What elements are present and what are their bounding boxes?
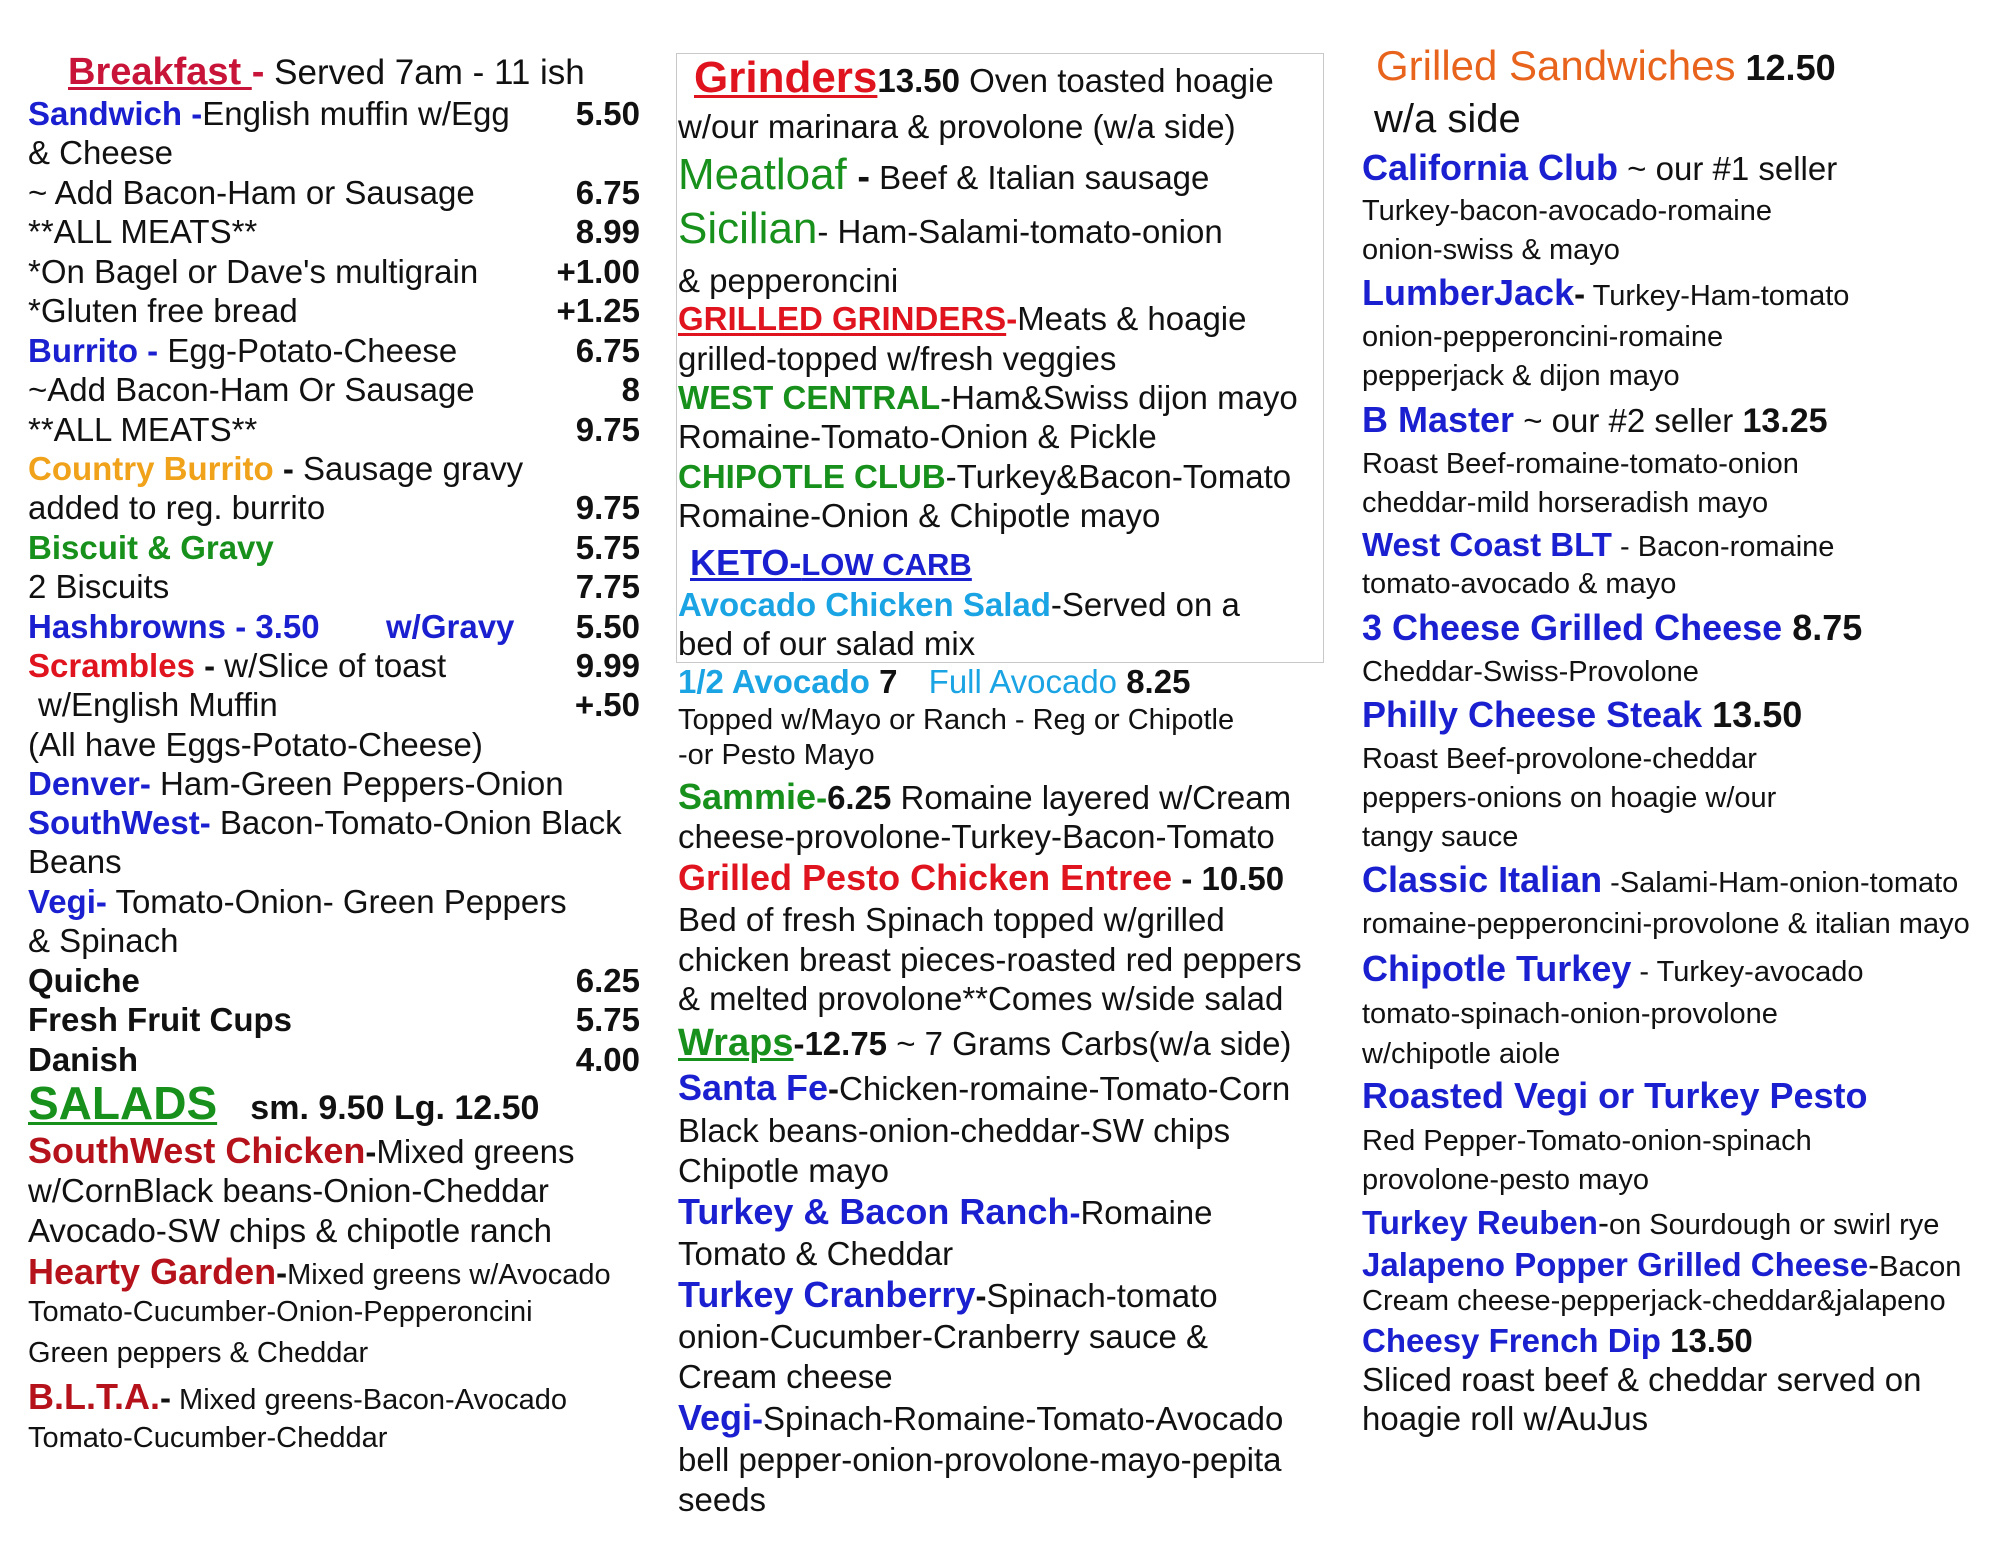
item-desc: onion-swiss & mayo (1362, 234, 1620, 266)
item-desc: & melted provolone**Comes w/side salad (678, 980, 1284, 1017)
item-desc: w/our marinara & provolone (w/a side) (678, 108, 1236, 145)
price: 5.75 (575, 529, 640, 566)
menu-item-grilled-grinders: GRILLED GRINDERS-Meats & hoagie (678, 300, 1247, 337)
item-desc: seeds (678, 1481, 767, 1518)
menu-option-two-biscuits: 2 Biscuits 7.75 (28, 568, 640, 605)
item-desc: Roast Beef-romaine-tomato-onion (1362, 448, 1799, 480)
menu-item-pesto-chicken-entree: Grilled Pesto Chicken Entree - 10.50 (678, 857, 1285, 898)
item-desc: bed of our salad mix (678, 625, 976, 662)
menu-item-turkey-reuben: Turkey Reuben-on Sourdough or swirl rye (1362, 1204, 1940, 1241)
item-desc: Romaine-Onion & Chipotle mayo (678, 497, 1161, 534)
price: 8.99 (575, 213, 640, 250)
item-desc: chicken breast pieces-roasted red peppers (678, 941, 1302, 978)
menu-item-blta: B.L.T.A.- Mixed greens-Bacon-Avocado (28, 1376, 568, 1417)
menu-item-hearty-garden: Hearty Garden-Mixed greens w/Avocado (28, 1251, 611, 1292)
item-desc: w/chipotle aiole (1362, 1038, 1561, 1070)
menu-item-burrito: Burrito - Egg-Potato-Cheese 6.75 (28, 332, 640, 369)
item-desc: added to reg. burrito 9.75 (28, 489, 640, 526)
price: 7.75 (575, 568, 640, 605)
item-desc: romaine-pepperoncini-provolone & italian mayo (1362, 908, 1970, 940)
item-desc: & pepperoncini (678, 262, 899, 299)
price: 5.75 (575, 1001, 640, 1038)
price: 9.75 (575, 489, 640, 526)
menu-item-southwest-chicken: SouthWest Chicken-Mixed greens (28, 1130, 575, 1171)
menu-item-lumberjack: LumberJack- Turkey-Ham-tomato (1362, 272, 1850, 313)
item-desc: peppers-onions on hoagie w/our (1362, 782, 1777, 814)
grinders-header: Grinders13.50 Oven toasted hoagie (694, 53, 1274, 102)
menu-item-west-coast-blt: West Coast BLT - Bacon-romaine (1362, 526, 1835, 563)
item-desc: (All have Eggs-Potato-Cheese) (28, 726, 483, 763)
menu-item-danish: Danish 4.00 (28, 1041, 640, 1078)
price: 8 (621, 371, 640, 408)
menu-item-b-master: B Master ~ our #2 seller 13.25 (1362, 399, 1828, 440)
breakfast-header: Breakfast - Served 7am - 11 ish (68, 51, 585, 93)
item-desc: tangy sauce (1362, 821, 1519, 853)
menu-item-chipotle-turkey: Chipotle Turkey - Turkey-avocado (1362, 948, 1864, 989)
menu-item-chipotle-club: CHIPOTLE CLUB-Turkey&Bacon-Tomato (678, 458, 1292, 495)
price: 6.25 (575, 962, 640, 999)
keto-title: KETO- (690, 542, 802, 583)
menu-item-biscuit-gravy: Biscuit & Gravy 5.75 (28, 529, 640, 566)
item-desc: w/CornBlack beans-Onion-Cheddar (28, 1172, 549, 1209)
item-desc: Beans (28, 843, 122, 880)
item-desc: cheddar-mild horseradish mayo (1362, 487, 1769, 519)
item-desc: w/a side (1374, 97, 1521, 141)
item-desc: tomato-spinach-onion-provolone (1362, 998, 1778, 1030)
salads-header (28, 1077, 540, 1129)
menu-item-turkey-bacon-ranch: Turkey & Bacon Ranch-Romaine (678, 1191, 1213, 1232)
item-desc: Tomato & Cheddar (678, 1235, 954, 1272)
item-desc: -or Pesto Mayo (678, 739, 875, 771)
menu-item-avocado: 1/2 Avocado 7 Full Avocado 8.25 (678, 663, 1191, 700)
menu-item-california-club: California Club ~ our #1 seller (1362, 147, 1838, 188)
menu-option-bagel: *On Bagel or Dave's multigrain +1.00 (28, 253, 640, 290)
grilled-sandwiches-title: Grilled Sandwiches (1376, 42, 1736, 89)
wraps-title: Wraps (678, 1022, 794, 1064)
menu-item-quiche: Quiche 6.25 (28, 962, 640, 999)
item-desc: & Cheese (28, 134, 173, 171)
menu-item-sicilian: Sicilian- Ham-Salami-tomato-onion (678, 204, 1223, 253)
item-desc: Avocado-SW chips & chipotle ranch (28, 1212, 552, 1249)
item-desc: Bed of fresh Spinach topped w/grilled (678, 901, 1225, 938)
menu-item-southwest: SouthWest- Bacon-Tomato-Onion Black (28, 804, 622, 841)
menu-item-sammie: Sammie-6.25 Romaine layered w/Cream (678, 776, 1292, 817)
menu-item-turkey-cranberry: Turkey Cranberry-Spinach-tomato (678, 1274, 1218, 1315)
item-desc: Chipotle mayo (678, 1152, 889, 1189)
menu-item-fruit-cups: Fresh Fruit Cups 5.75 (28, 1001, 640, 1038)
salads-prices: sm. 9.50 Lg. 12.50 (250, 1089, 540, 1127)
menu-item-roasted-vegi-turkey-pesto: Roasted Vegi or Turkey Pesto (1362, 1075, 1868, 1116)
menu-item-country-burrito: Country Burrito - Sausage gravy (28, 450, 524, 487)
item-desc: cheese-provolone-Turkey-Bacon-Tomato (678, 818, 1275, 855)
item-desc: hoagie roll w/AuJus (1362, 1400, 1649, 1437)
grilled-sandwiches-header: Grilled Sandwiches 12.50 (1376, 42, 1836, 89)
item-desc: Cheddar-Swiss-Provolone (1362, 656, 1699, 688)
item-desc: provolone-pesto mayo (1362, 1164, 1649, 1196)
item-desc: grilled-topped w/fresh veggies (678, 340, 1117, 377)
item-desc: Green peppers & Cheddar (28, 1337, 369, 1369)
menu-option-all-meats: **ALL MEATS** 8.99 (28, 213, 640, 250)
price: +1.25 (556, 292, 640, 329)
item-desc: Tomato-Cucumber-Onion-Pepperoncini (28, 1296, 533, 1328)
item-desc: Topped w/Mayo or Ranch - Reg or Chipotle (678, 704, 1235, 736)
menu-option-gluten-free: *Gluten free bread +1.25 (28, 292, 640, 329)
menu-item-denver: Denver- Ham-Green Peppers-Onion (28, 765, 564, 802)
item-desc: Black beans-onion-cheddar-SW chips (678, 1112, 1231, 1149)
item-desc: Red Pepper-Tomato-onion-spinach (1362, 1125, 1812, 1157)
keto-header: KETO-LOW CARB (690, 542, 972, 583)
menu-item-philly-cheese-steak: Philly Cheese Steak 13.50 (1362, 694, 1803, 735)
menu-item-cheesy-french-dip: Cheesy French Dip 13.50 (1362, 1322, 1753, 1359)
price: 6.75 (575, 332, 640, 369)
item-desc: Romaine-Tomato-Onion & Pickle (678, 418, 1157, 455)
item-desc: Turkey-bacon-avocado-romaine (1362, 195, 1772, 227)
menu-item-santa-fe: Santa Fe-Chicken-romaine-Tomato-Corn (678, 1067, 1291, 1108)
item-desc: onion-pepperoncini-romaine (1362, 321, 1724, 353)
price: +.50 (574, 686, 640, 723)
menu-item-jalapeno-popper: Jalapeno Popper Grilled Cheese-Bacon (1362, 1246, 1962, 1283)
menu-item-meatloaf: Meatloaf - Beef & Italian sausage (678, 150, 1210, 199)
price: 9.99 (575, 647, 640, 684)
item-desc: bell pepper-onion-provolone-mayo-pepita (678, 1441, 1282, 1478)
menu-item-classic-italian: Classic Italian -Salami-Ham-onion-tomato (1362, 859, 1959, 900)
menu-item-vegi: Vegi- Tomato-Onion- Green Peppers (28, 883, 567, 920)
breakfast-title: Breakfast (68, 51, 252, 93)
menu-option-all-meats: **ALL MEATS** 9.75 (28, 411, 640, 448)
item-desc: tomato-avocado & mayo (1362, 568, 1677, 600)
item-desc: onion-Cucumber-Cranberry sauce & (678, 1318, 1209, 1355)
menu-item-hashbrowns: Hashbrowns - 3.50 w/Gravy 5.50 (28, 608, 640, 645)
price: +1.00 (556, 253, 640, 290)
price: 5.50 (575, 95, 640, 132)
grinders-title: Grinders (694, 53, 878, 102)
item-desc: & Spinach (28, 922, 179, 959)
wraps-header: Wraps-12.75 ~ 7 Grams Carbs(w/a side) (678, 1022, 1292, 1064)
menu-item-sandwich: Sandwich -English muffin w/Egg 5.50 (28, 95, 640, 132)
menu-item-vegi-wrap: Vegi-Spinach-Romaine-Tomato-Avocado (678, 1397, 1284, 1438)
item-desc: Roast Beef-provolone-cheddar (1362, 743, 1757, 775)
item-desc: Cream cheese (678, 1358, 893, 1395)
menu-option-add-meat: ~ Add Bacon-Ham or Sausage 6.75 (28, 174, 640, 211)
menu-item-scrambles: Scrambles - w/Slice of toast 9.99 (28, 647, 640, 684)
salads-title: SALADS (28, 1077, 218, 1129)
menu-item-three-cheese: 3 Cheese Grilled Cheese 8.75 (1362, 607, 1863, 648)
item-desc: Tomato-Cucumber-Cheddar (28, 1422, 388, 1454)
item-desc: pepperjack & dijon mayo (1362, 360, 1680, 392)
price: 6.75 (575, 174, 640, 211)
menu-item-west-central: WEST CENTRAL-Ham&Swiss dijon mayo (678, 379, 1298, 416)
item-desc: Sliced roast beef & cheddar served on (1362, 1361, 1922, 1398)
item-desc: Cream cheese-pepperjack-cheddar&jalapeno (1362, 1285, 1946, 1317)
menu-option-english-muffin: w/English Muffin +.50 (38, 686, 640, 723)
menu-option-add-meat: ~Add Bacon-Ham Or Sausage 8 (28, 371, 640, 408)
price: 9.75 (575, 411, 640, 448)
menu-item-avocado-chicken-salad: Avocado Chicken Salad-Served on a (678, 586, 1240, 623)
price: 5.50 (575, 608, 640, 645)
price: 4.00 (575, 1041, 640, 1078)
